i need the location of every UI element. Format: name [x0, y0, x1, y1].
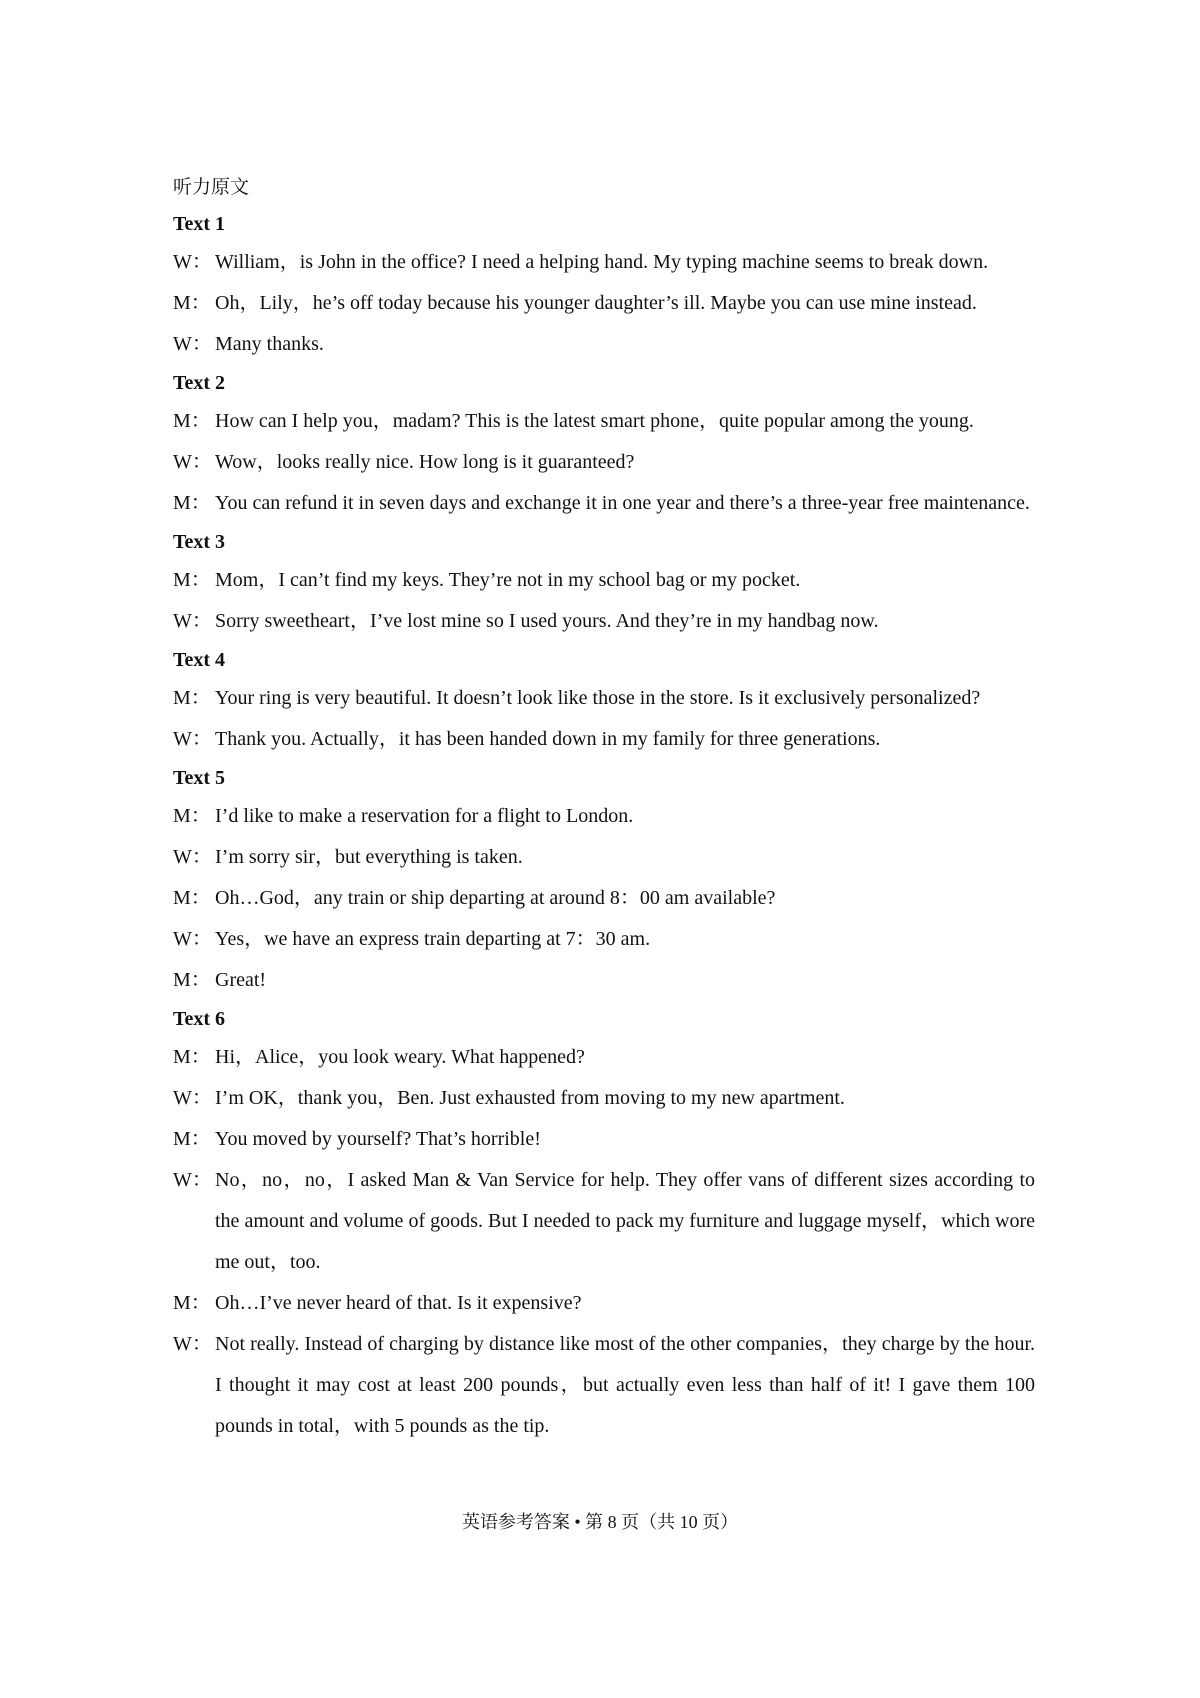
- speaker-label: M：: [173, 1292, 211, 1314]
- utterance-text: Wow，looks really nice. How long is it guaranteed?: [215, 451, 635, 473]
- page-footer: 英语参考答案 • 第 8 页（共 10 页）: [461, 1512, 739, 1532]
- utterance-text: Oh…I’ve never heard of that. Is it expensive?: [215, 1292, 582, 1314]
- speaker-label: M：: [173, 1128, 211, 1150]
- utterance-text: Yes，we have an express train departing at 7：30 am.: [215, 928, 651, 950]
- speaker-label: W：: [173, 451, 212, 473]
- section-heading: Text 2: [173, 372, 226, 394]
- utterance-text: Oh，Lily，he’s off today because his younger daughter’s ill. Maybe you can use mine instead.: [215, 292, 977, 314]
- utterance-text: No，no，no，I asked Man & Van Service for help. They offer vans of different sizes according to the amount and volume of goods. But I needed to pack my furniture and luggage myself，which wore me out，too.: [215, 1169, 1035, 1273]
- utterance-text: You moved by yourself? That’s horrible!: [215, 1128, 541, 1150]
- speaker-label: M：: [173, 887, 211, 909]
- speaker-label: M：: [173, 969, 211, 991]
- dialogue-line: [173, 283, 1035, 324]
- section-heading: Text 3: [173, 531, 226, 553]
- speaker-label: W：: [173, 1169, 212, 1191]
- speaker-label: W：: [173, 610, 212, 632]
- section-heading: Text 1: [173, 213, 226, 235]
- utterance-text: Mom，I can’t find my keys. They’re not in my school bag or my pocket.: [215, 569, 801, 591]
- dialogue-line: [173, 560, 1035, 601]
- dialogue-line: [173, 1078, 1035, 1119]
- utterance-text: You can refund it in seven days and exchange it in one year and there’s a three-year free maintenance.: [215, 492, 1030, 514]
- dialogue-line: [173, 919, 1035, 960]
- dialogue-line: [173, 242, 1035, 283]
- dialogue-line: [173, 1160, 1035, 1283]
- speaker-label: M：: [173, 1046, 211, 1068]
- utterance-text: Thank you. Actually，it has been handed down in my family for three generations.: [215, 728, 881, 750]
- speaker-label: W：: [173, 1333, 212, 1355]
- section-heading: Text 5: [173, 767, 226, 789]
- dialogue-line: [173, 878, 1035, 919]
- utterance-text: How can I help you，madam? This is the latest smart phone，quite popular among the young.: [215, 410, 974, 432]
- speaker-label: M：: [173, 569, 211, 591]
- dialogue-line: [173, 719, 1035, 760]
- dialogue-line: [173, 324, 1035, 365]
- utterance-text: Many thanks.: [215, 333, 324, 355]
- speaker-label: M：: [173, 410, 211, 432]
- page-content: [173, 170, 1035, 1447]
- dialogue-line: [173, 960, 1035, 1001]
- speaker-label: M：: [173, 687, 211, 709]
- dialogue-line: [173, 1283, 1035, 1324]
- dialogue-line: [173, 1119, 1035, 1160]
- speaker-label: M：: [173, 292, 211, 314]
- speaker-label: W：: [173, 846, 212, 868]
- dialogue-line: [173, 678, 1035, 719]
- dialogue-line: [173, 483, 1035, 524]
- speaker-label: W：: [173, 333, 212, 355]
- utterance-text: Great!: [215, 969, 267, 991]
- utterance-text: William，is John in the office? I need a helping hand. My typing machine seems to break down.: [215, 251, 989, 273]
- section-heading: Text 6: [173, 1008, 226, 1030]
- dialogue-line: [173, 442, 1035, 483]
- utterance-text: Hi，Alice，you look weary. What happened?: [215, 1046, 585, 1068]
- sections-container: [173, 209, 1035, 1447]
- speaker-label: W：: [173, 728, 212, 750]
- dialogue-line: [173, 601, 1035, 642]
- speaker-label: W：: [173, 928, 212, 950]
- utterance-text: I’m OK，thank you，Ben. Just exhausted from moving to my new apartment.: [215, 1087, 845, 1109]
- utterance-text: I’m sorry sir，but everything is taken.: [215, 846, 523, 868]
- speaker-label: M：: [173, 492, 211, 514]
- dialogue-line: [173, 401, 1035, 442]
- utterance-text: Your ring is very beautiful. It doesn’t look like those in the store. Is it exclusively personalized?: [215, 687, 981, 709]
- dialogue-line: [173, 796, 1035, 837]
- dialogue-line: [173, 1324, 1035, 1447]
- utterance-text: Sorry sweetheart，I’ve lost mine so I used yours. And they’re in my handbag now.: [215, 610, 879, 632]
- utterance-text: Oh…God，any train or ship departing at around 8：00 am available?: [215, 887, 776, 909]
- speaker-label: M：: [173, 805, 211, 827]
- dialogue-line: [173, 1037, 1035, 1078]
- utterance-text: I’d like to make a reservation for a flight to London.: [215, 805, 634, 827]
- utterance-text: Not really. Instead of charging by distance like most of the other companies，they charge by the hour. I thought it may cost at least 200 pounds，but actually even less than half of it! I gave them 100 pounds in total，with 5 pounds as the tip.: [215, 1333, 1035, 1437]
- document-title: 听力原文: [173, 176, 250, 198]
- dialogue-line: [173, 837, 1035, 878]
- section-heading: Text 4: [173, 649, 226, 671]
- speaker-label: W：: [173, 251, 212, 273]
- speaker-label: W：: [173, 1087, 212, 1109]
